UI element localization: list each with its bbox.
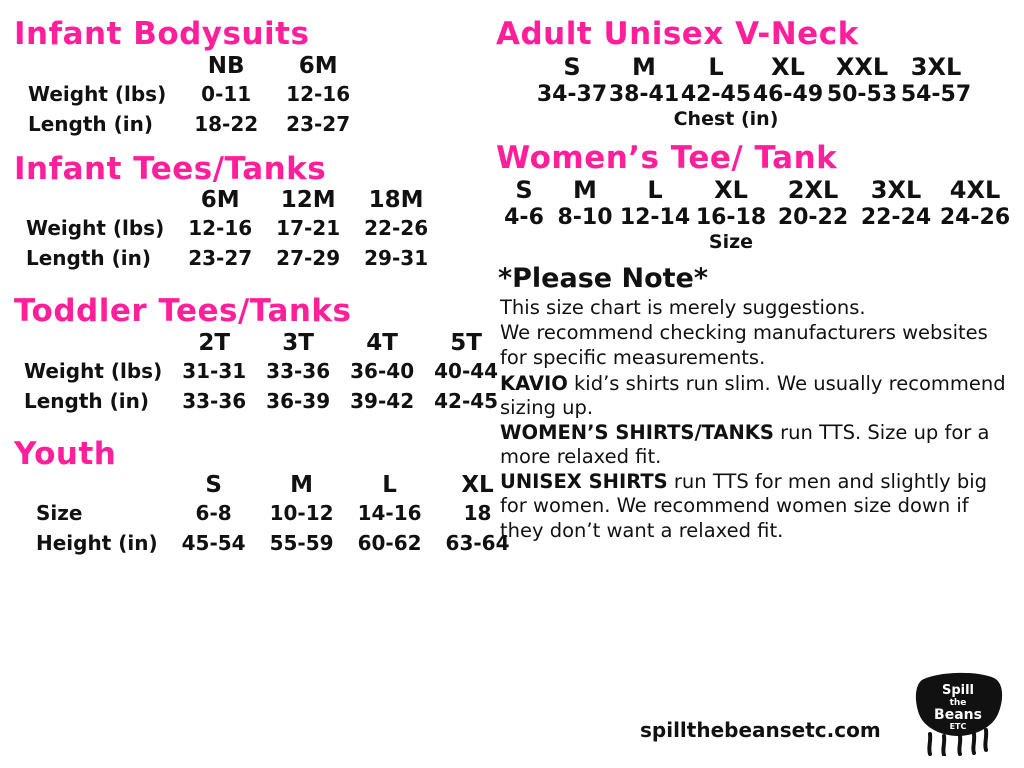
cell: 18 xyxy=(463,501,492,526)
col-header: M xyxy=(290,472,314,499)
cell: 42-45 xyxy=(434,388,499,413)
cell: 54-57 xyxy=(900,81,972,107)
col-header: L xyxy=(708,52,724,81)
section-infant-bodysuits xyxy=(14,18,492,139)
note-line: We recommend checking manufacturers websites xyxy=(500,321,988,345)
col-header: 3T xyxy=(282,329,314,356)
table-toddler xyxy=(14,330,508,416)
spill-the-beans-logo xyxy=(914,670,1006,756)
note-bullet-bold: UNISEX SHIRTS xyxy=(500,470,668,494)
note-bullet xyxy=(500,470,1016,543)
table-header-row xyxy=(14,187,440,213)
cell: 10-12 xyxy=(269,501,334,526)
cell: 24-26 xyxy=(939,205,1011,231)
section-title-toddler: Toddler Tees/Tanks xyxy=(14,293,352,330)
section-title-womens: Women’s Tee/ Tank xyxy=(496,139,838,176)
col-header: 4T xyxy=(366,329,398,356)
col-header: 3XL xyxy=(870,176,922,205)
note-line: This size chart is merely suggestions. xyxy=(500,296,866,320)
cell: 50-53 xyxy=(826,81,898,107)
col-header: 2T xyxy=(198,329,231,356)
left-column xyxy=(14,16,510,564)
cell: 6-8 xyxy=(195,501,232,526)
section-youth xyxy=(14,435,510,559)
table-infant-bodysuits xyxy=(14,53,364,139)
cell: 38-41 xyxy=(608,81,680,107)
cell: 63-64 xyxy=(445,531,510,556)
note-body xyxy=(500,296,1016,543)
table-youth xyxy=(24,472,522,558)
adult-vneck-caption: Chest (in) xyxy=(673,107,779,130)
cell: 42-45 xyxy=(680,81,752,107)
cell: 20-22 xyxy=(777,205,849,231)
cell: 45-54 xyxy=(181,531,246,556)
cell: 36-40 xyxy=(350,358,415,383)
col-header: 3XL xyxy=(910,52,962,81)
adult-vneck-value-row xyxy=(536,82,1016,107)
cell: 14-16 xyxy=(357,501,422,526)
note-bullet-text: run TTS for men and slightly big for women. We recommend women size down if they don’t want a relaxed fit. xyxy=(500,470,988,542)
col-header: 6M xyxy=(200,187,240,214)
col-header: XXL xyxy=(835,52,889,81)
cell: 12-16 xyxy=(286,81,351,106)
svg-text:Beans: Beans xyxy=(934,707,982,723)
note-bullet xyxy=(500,421,1016,469)
table-row xyxy=(14,109,364,139)
note-line: for specific measurements. xyxy=(500,346,766,370)
section-title-infant-bodysuits: Infant Bodysuits xyxy=(14,16,310,52)
website-url: spillthebeansetc.com xyxy=(640,718,881,742)
corner-cell xyxy=(14,330,172,356)
cell: 36-39 xyxy=(266,388,331,413)
col-header: XL xyxy=(714,176,748,205)
cell: 55-59 xyxy=(269,531,334,556)
table-row xyxy=(14,386,508,416)
section-adult-vneck xyxy=(496,18,1016,130)
corner-cell xyxy=(14,53,180,79)
section-please-note xyxy=(496,263,1016,543)
row-label: Length (in) xyxy=(24,388,149,413)
cell: 34-37 xyxy=(536,81,608,107)
cell: 4-6 xyxy=(504,205,544,231)
cell: 8-10 xyxy=(557,205,613,231)
womens-caption: Size xyxy=(708,231,754,254)
cell: 22-24 xyxy=(860,205,932,231)
col-header: S xyxy=(515,176,533,205)
cell: 12-16 xyxy=(188,216,253,241)
cell: 39-42 xyxy=(350,388,415,413)
table-row xyxy=(24,498,522,528)
col-header: 4XL xyxy=(949,176,1001,205)
cell: 31-31 xyxy=(182,358,247,383)
svg-text:the: the xyxy=(949,698,967,708)
col-header: L xyxy=(382,472,397,499)
note-bullet-bold: KAVIO xyxy=(500,371,568,395)
cell: 29-31 xyxy=(364,246,429,271)
adult-vneck-header-row xyxy=(536,53,1016,82)
cell: 40-44 xyxy=(434,358,499,383)
table-infant-tees xyxy=(14,187,440,273)
row-label: Length (in) xyxy=(28,111,153,136)
note-bullet-bold: WOMEN’S SHIRTS/TANKS xyxy=(500,420,774,444)
table-row xyxy=(14,356,508,386)
section-womens xyxy=(496,139,1016,254)
right-column xyxy=(496,18,1016,549)
col-header: 6M xyxy=(298,52,338,79)
col-header: 12M xyxy=(280,187,336,214)
col-header: XL xyxy=(771,52,805,81)
table-header-row xyxy=(14,53,364,79)
table-row xyxy=(14,213,440,243)
row-label: Size xyxy=(36,501,83,526)
cell: 12-14 xyxy=(619,205,691,231)
section-title-youth: Youth xyxy=(14,435,117,472)
row-label: Weight (lbs) xyxy=(24,358,163,383)
cell: 0-11 xyxy=(201,81,252,106)
womens-header-row xyxy=(496,176,1016,205)
table-header-row xyxy=(14,330,508,356)
col-header: NB xyxy=(207,52,245,79)
cell: 60-62 xyxy=(357,531,422,556)
svg-text:ETC: ETC xyxy=(949,722,967,731)
cell: 17-21 xyxy=(276,216,341,241)
col-header: M xyxy=(573,176,597,205)
cell: 16-18 xyxy=(695,205,767,231)
cell: 33-36 xyxy=(182,388,247,413)
section-title-infant-tees: Infant Tees/Tanks xyxy=(14,150,327,187)
row-label: Length (in) xyxy=(26,246,151,271)
col-header: 5T xyxy=(450,329,482,356)
corner-cell xyxy=(24,472,170,498)
note-title: *Please Note* xyxy=(498,263,708,295)
row-label: Weight (lbs) xyxy=(28,81,167,106)
note-bullet xyxy=(500,372,1016,420)
svg-text:Spill: Spill xyxy=(941,683,975,698)
note-bullet-text: kid’s shirts run slim. We usually recommend sizing up. xyxy=(500,371,1006,419)
col-header: S xyxy=(563,52,581,81)
table-row xyxy=(24,528,522,558)
note-bullet-text: run TTS. Size up for a more relaxed fit. xyxy=(500,420,990,469)
womens-value-row xyxy=(496,205,1016,230)
col-header: 18M xyxy=(368,187,424,214)
corner-cell xyxy=(14,187,176,213)
section-infant-tees xyxy=(14,150,492,274)
row-label: Height (in) xyxy=(36,531,158,556)
col-header: M xyxy=(632,52,656,81)
cell: 23-27 xyxy=(286,111,351,136)
cell: 18-22 xyxy=(194,111,259,136)
cell: 46-49 xyxy=(752,81,824,107)
cell: 23-27 xyxy=(188,246,253,271)
cell: 22-26 xyxy=(364,216,429,241)
cell: 27-29 xyxy=(276,246,341,271)
table-row xyxy=(14,79,364,109)
cell: 33-36 xyxy=(266,358,331,383)
table-row xyxy=(14,243,440,273)
row-label: Weight (lbs) xyxy=(26,216,165,241)
col-header: XL xyxy=(461,472,494,499)
col-header: 2XL xyxy=(787,176,839,205)
table-header-row xyxy=(24,472,522,498)
col-header: S xyxy=(205,472,222,499)
col-header: L xyxy=(647,176,663,205)
section-title-adult-vneck: Adult Unisex V-Neck xyxy=(496,16,859,52)
section-toddler xyxy=(14,293,499,416)
